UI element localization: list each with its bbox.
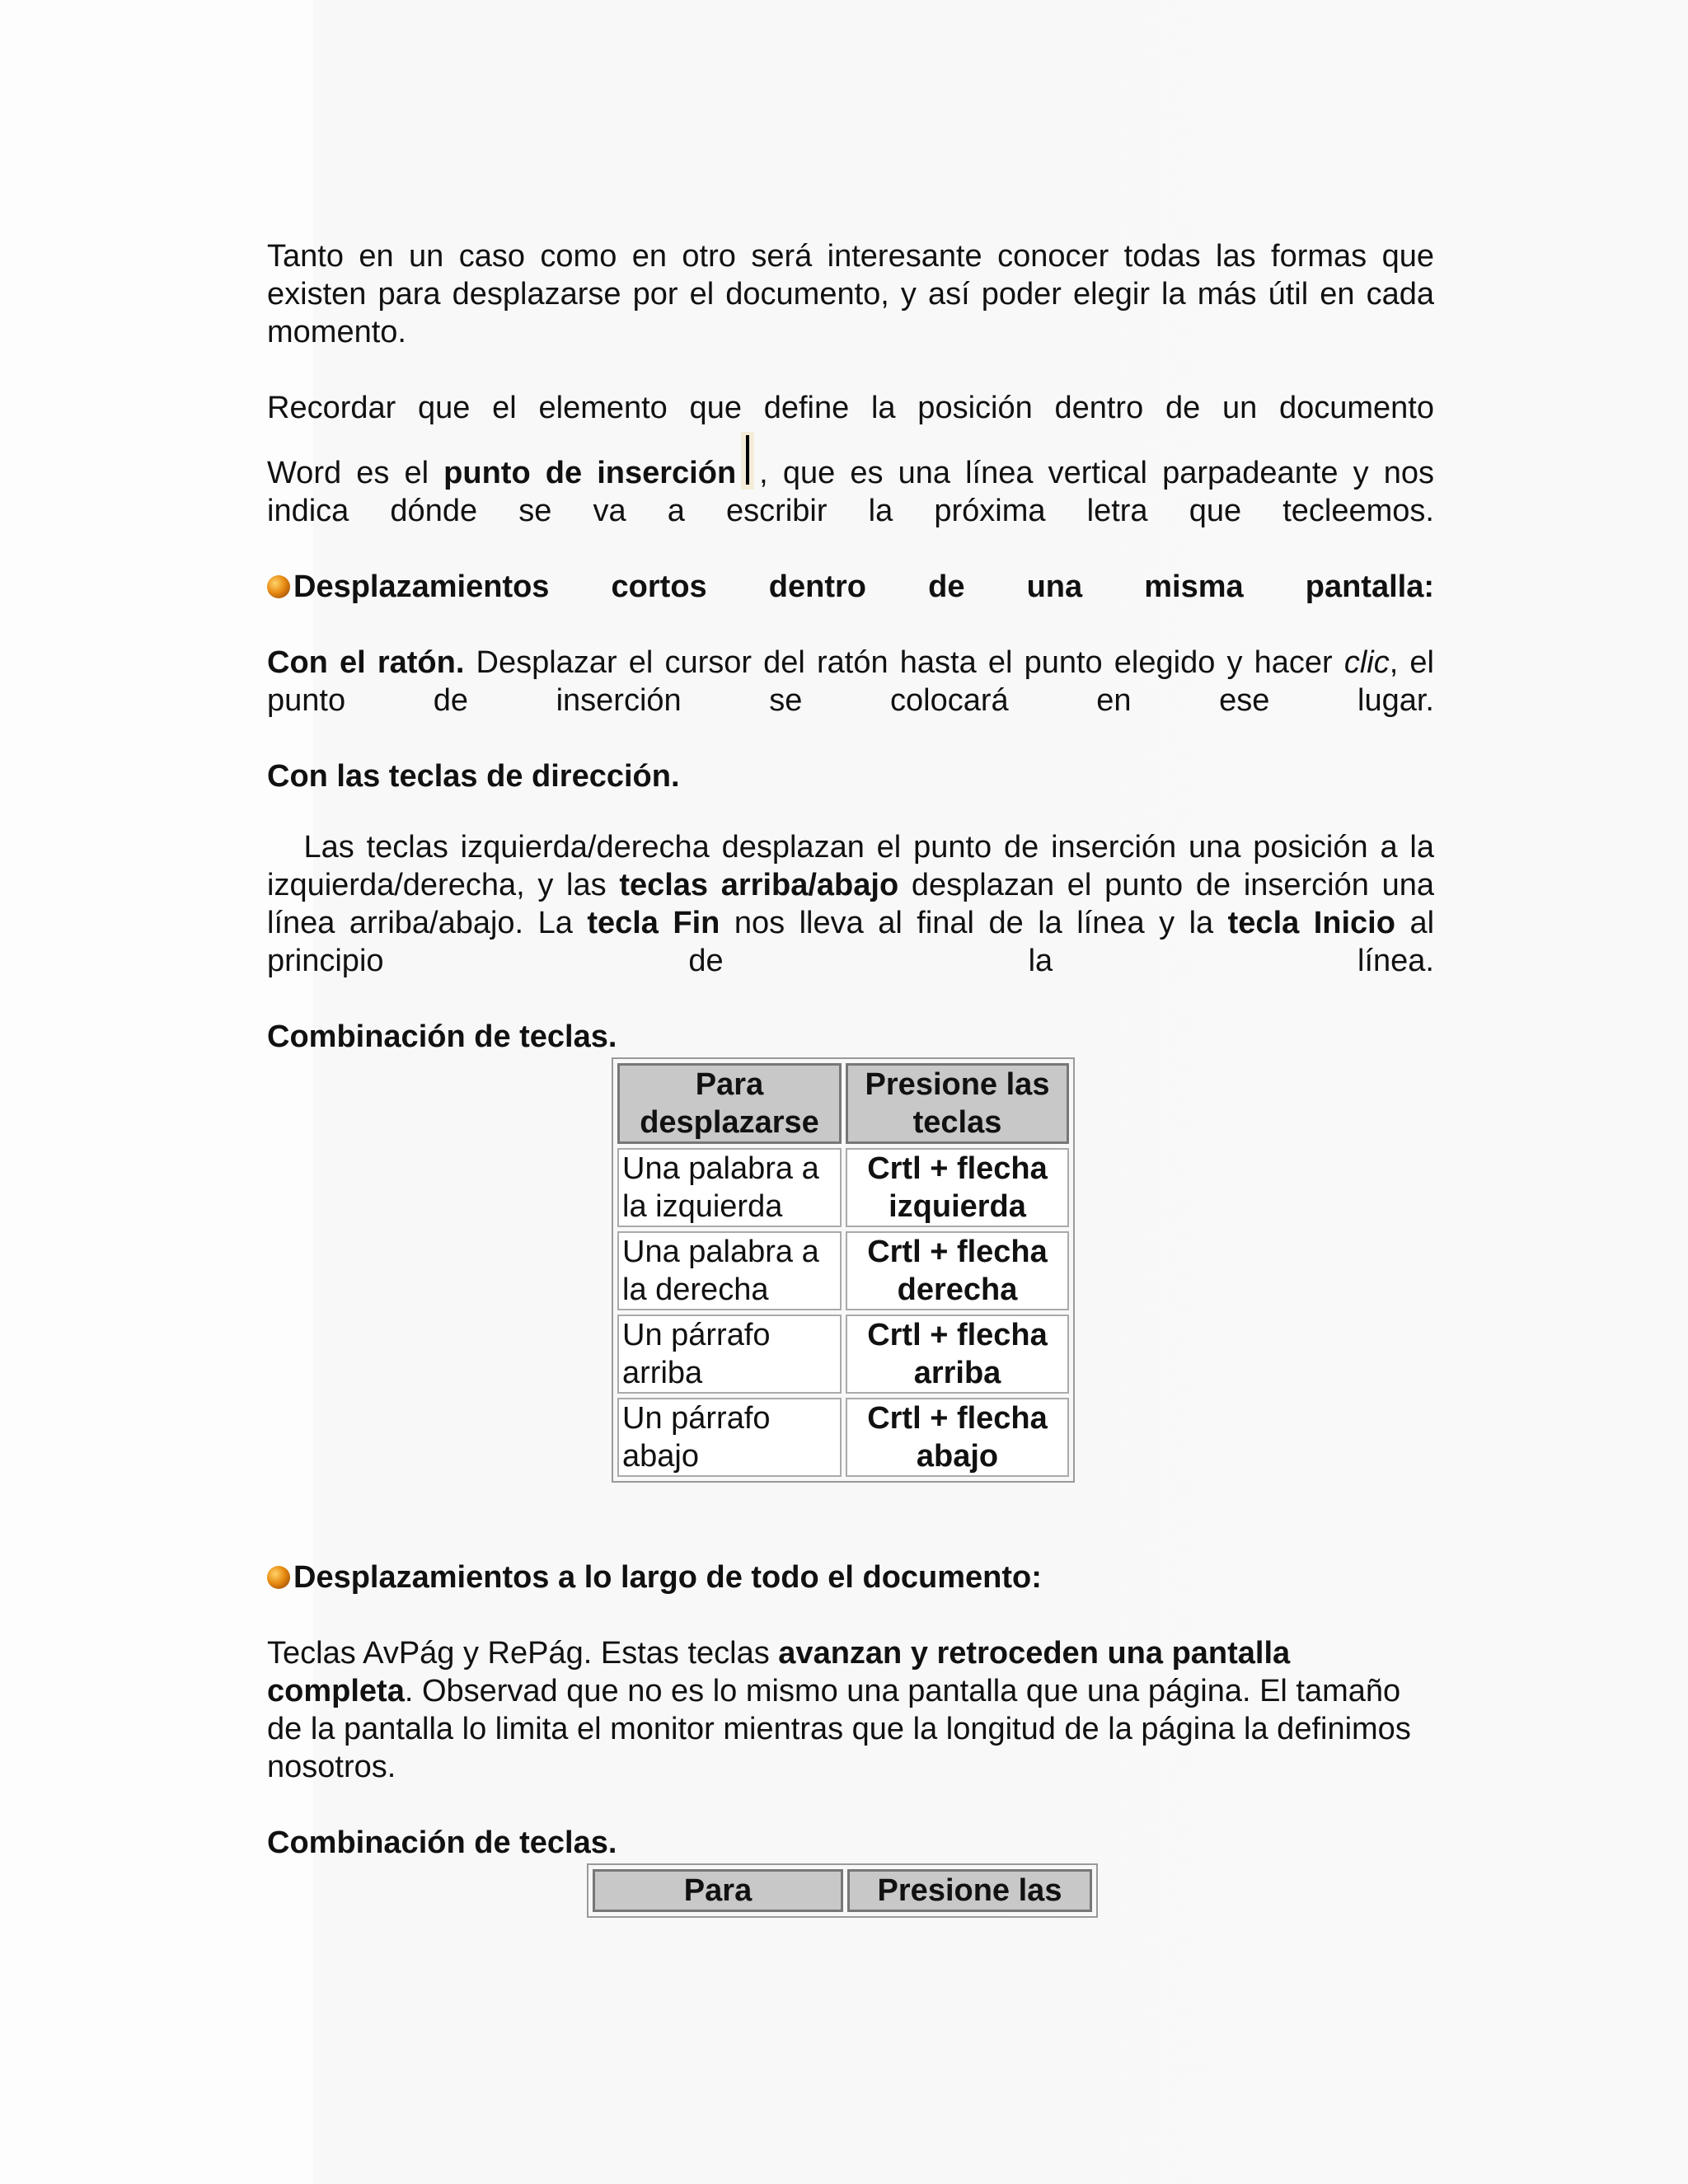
table-row: Un párrafo abajo Crtl + flecha abajo [617, 1398, 1069, 1477]
table-row: Una palabra a la derecha Crtl + flecha derecha [617, 1231, 1069, 1310]
key-combination-table-2 [587, 1863, 1098, 1918]
table-header-move: Para desplazarse [617, 1063, 842, 1144]
page-keys-paragraph: Teclas AvPág y RePág. Estas teclas avanzan y retroceden una pantalla completa. Observad que no es lo mismo una pantalla que una página. El tamaño de la pantalla lo limita el monitor mientras que la longitud de la página la definimos nosotros. [267, 1636, 1411, 1784]
key-combination-heading-1: Combinación de teclas. [267, 1019, 617, 1054]
document-content [267, 237, 1443, 1918]
arrow-keys-heading: Con las teclas de dirección. [267, 759, 680, 794]
table-row: Un párrafo arriba Crtl + flecha arriba [617, 1315, 1069, 1394]
insertion-point-paragraph: Word es el punto de inserción , que es una línea vertical parpadeante y nos indica dónde se va a escribir la próxima letra que tecleemos. [267, 432, 1434, 530]
table-header-keys: Presione las teclas [846, 1063, 1069, 1144]
intro-paragraph: Tanto en un caso como en otro será interesante conocer todas las formas que existen para desplazarse por el documento, y así poder elegir la más útil en cada momento. [267, 239, 1434, 349]
insertion-point-paragraph-line1: Recordar que el elemento que define la posición dentro de un documento [267, 391, 1434, 425]
mouse-paragraph: Con el ratón. Desplazar el cursor del ratón hasta el punto elegido y hacer clic, el punto de inserción se colocará en ese lugar. [267, 645, 1434, 718]
section-heading-short-moves: Desplazamientos cortos dentro de una misma pantalla: [267, 568, 1434, 606]
key-combination-heading-2: Combinación de teclas. [267, 1825, 617, 1860]
table-header-keys: Presione las [847, 1869, 1092, 1912]
table-header-move: Para [593, 1869, 843, 1912]
orange-bullet-icon [267, 575, 290, 598]
orange-bullet-icon [267, 1566, 290, 1589]
table-row: Una palabra a la izquierda Crtl + flecha izquierda [617, 1148, 1069, 1227]
arrow-keys-paragraph: Las teclas izquierda/derecha desplazan el punto de inserción una posición a la izquierda/derecha, y las teclas arriba/abajo desplazan el punto de inserción una línea arriba/abajo. La tecla Fin nos lleva al final de la línea y la tecla Inicio al principio de la línea. [267, 830, 1443, 978]
insertion-cursor-icon [741, 432, 754, 490]
section-heading-full-document: Desplazamientos a lo largo de todo el documento: [267, 1558, 1434, 1596]
key-combination-table-1 [612, 1057, 1075, 1483]
insertion-point-term: punto de inserción [443, 456, 737, 490]
